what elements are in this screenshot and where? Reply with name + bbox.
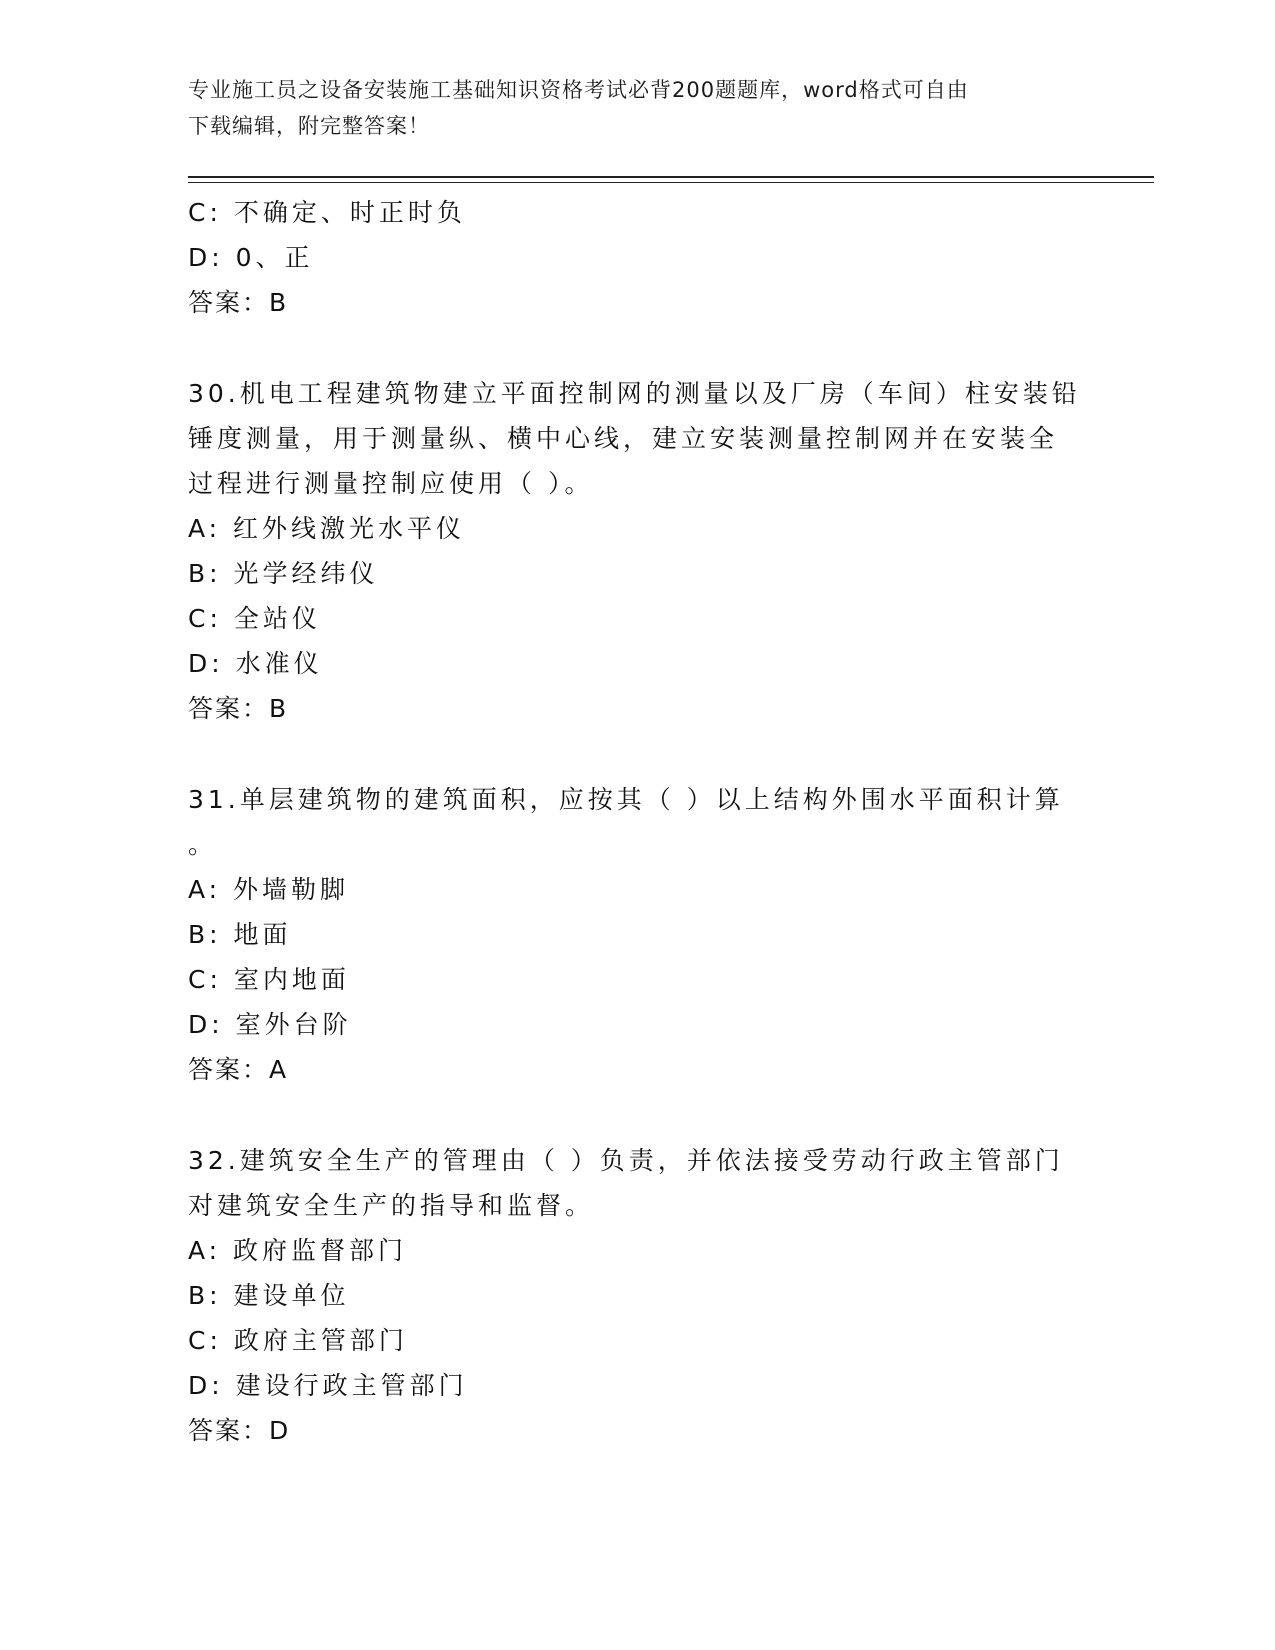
- option-d: D: 0、正: [188, 243, 314, 272]
- header-divider-thick: [188, 176, 1154, 178]
- option-a: A: 外墙勒脚: [188, 875, 350, 904]
- answer-line: 答案：B: [188, 694, 289, 723]
- question-32: [188, 1138, 1088, 1453]
- answer-line: 答案：D: [188, 1416, 291, 1445]
- option-c: C: 全站仪: [188, 604, 321, 633]
- stem-line: 31.单层建筑物的建筑面积，应按其（ ）以上结构外围水平面积计算: [188, 785, 1064, 814]
- question-30: [188, 371, 1088, 731]
- stem-line: 32.建筑安全生产的管理由（ ）负责，并依法接受劳动行政主管部门: [188, 1146, 1064, 1175]
- option-b: B: 光学经纬仪: [188, 559, 379, 588]
- spacer: [188, 325, 1088, 371]
- stem-line: 过程进行测量控制应使用（ ）。: [188, 469, 594, 498]
- header-divider-thin: [188, 182, 1154, 183]
- document-header: [188, 72, 1088, 144]
- question-stem: [188, 1138, 1088, 1228]
- question-list: [188, 190, 1088, 1453]
- option-c: C: 室内地面: [188, 965, 350, 994]
- header-line-2: 下载编辑，附完整答案！: [188, 114, 430, 138]
- question-stem: [188, 777, 1088, 867]
- option-b: B: 地面: [188, 920, 292, 949]
- option-c: C: 政府主管部门: [188, 1326, 408, 1355]
- question-31: [188, 777, 1088, 1092]
- option-c: C: 不确定、时正时负: [188, 198, 466, 227]
- stem-line: 锤度测量，用于测量纵、横中心线，建立安装测量控制网并在安装全: [188, 424, 1059, 453]
- stem-line: 。: [188, 830, 218, 859]
- option-d: D: 建设行政主管部门: [188, 1371, 468, 1400]
- option-b: B: 建设单位: [188, 1281, 350, 1310]
- question-stem: [188, 371, 1088, 506]
- stem-line: 对建筑安全生产的指导和监督。: [188, 1191, 595, 1220]
- answer-line: 答案：A: [188, 1055, 289, 1084]
- answer-line: 答案：B: [188, 288, 289, 317]
- option-d: D: 室外台阶: [188, 1010, 352, 1039]
- option-a: A: 红外线激光水平仪: [188, 514, 466, 543]
- stem-line: 30.机电工程建筑物建立平面控制网的测量以及厂房（车间）柱安装铅: [188, 379, 1081, 408]
- header-line-1: 专业施工员之设备安装施工基础知识资格考试必背200题题库，word格式可自由: [188, 78, 969, 102]
- spacer: [188, 1092, 1088, 1138]
- question-29-continued: [188, 190, 1088, 325]
- spacer: [188, 731, 1088, 777]
- option-d: D: 水准仪: [188, 649, 323, 678]
- option-a: A: 政府监督部门: [188, 1236, 408, 1265]
